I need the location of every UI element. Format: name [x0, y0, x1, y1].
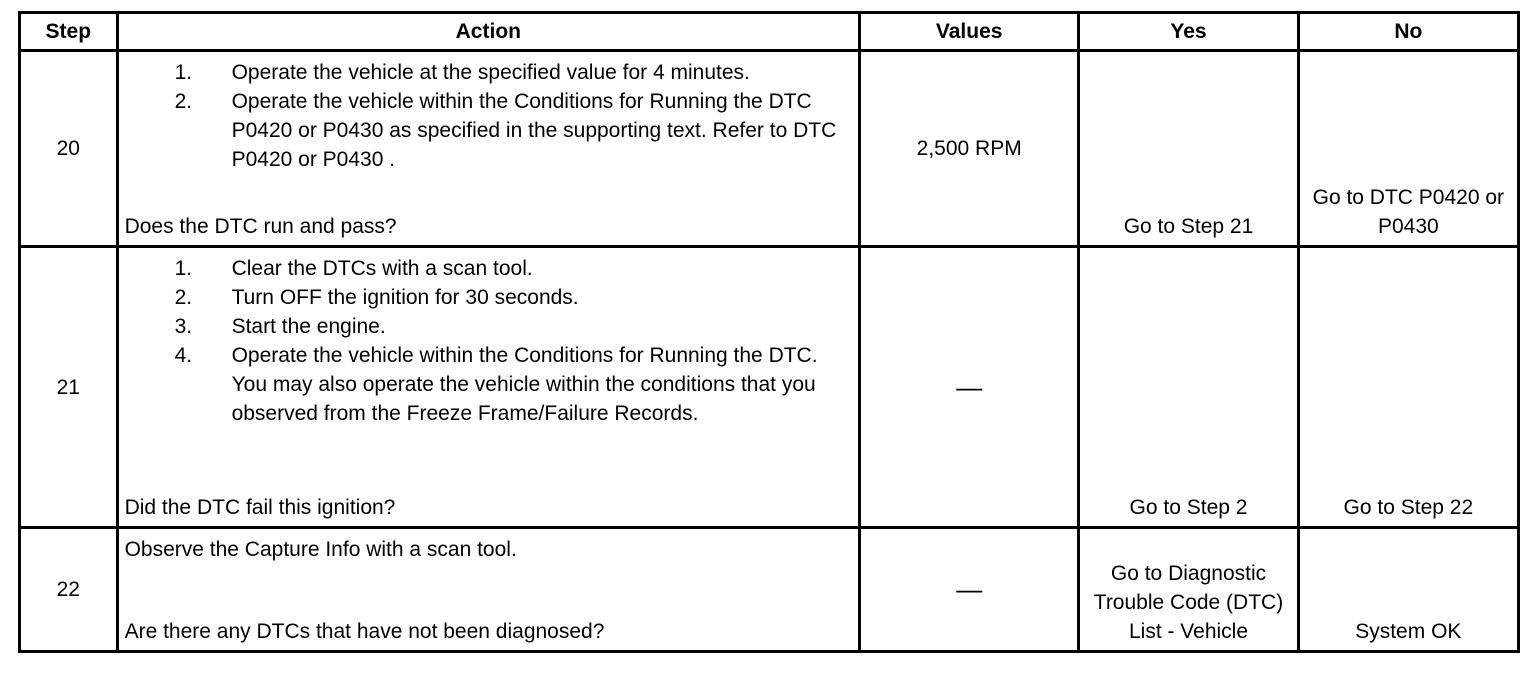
action-question: Does the DTC run and pass? — [124, 215, 397, 238]
action-steps-list — [125, 254, 852, 428]
action-cell — [117, 247, 859, 528]
value-cell: — — [860, 528, 1079, 652]
header-yes: Yes — [1079, 13, 1298, 51]
list-item-number: 2. — [174, 286, 193, 309]
list-item — [175, 312, 852, 341]
list-item-text: Clear the DTCs with a scan tool. — [231, 257, 533, 280]
yes-cell — [1079, 247, 1298, 528]
list-item — [175, 254, 852, 283]
no-cell — [1298, 51, 1518, 247]
header-step: Step — [20, 13, 118, 51]
no-link[interactable]: Go to DTC P0420 or P0430 — [1312, 186, 1505, 238]
value-cell: 2,500 RPM — [860, 51, 1079, 247]
no-link: System OK — [1355, 620, 1462, 643]
header-action: Action — [117, 13, 859, 51]
step-number: 21 — [20, 247, 118, 528]
list-item — [175, 87, 852, 174]
list-item — [175, 58, 852, 87]
action-steps-list — [125, 58, 852, 174]
action-question: Are there any DTCs that have not been diagnosed? — [124, 620, 605, 643]
list-item-text: Turn OFF the ignition for 30 seconds. — [231, 286, 579, 309]
list-item-number: 1. — [174, 61, 193, 84]
diagnostic-table — [18, 11, 1520, 653]
header-no: No — [1298, 13, 1518, 51]
value-cell: — — [860, 247, 1079, 528]
yes-link[interactable]: Go to Step 21 — [1123, 215, 1254, 238]
list-item-number: 2. — [174, 90, 193, 113]
header-row — [20, 13, 1519, 51]
list-item-text: Operate the vehicle within the Conditions for Running the DTC P0420 or P0430 as specified in the supporting text. Refer to DTC P0420 or P0430 . — [231, 90, 837, 171]
yes-cell — [1079, 528, 1298, 652]
step-number: 22 — [20, 528, 118, 652]
action-cell — [117, 528, 859, 652]
list-item-number: 1. — [174, 257, 193, 280]
step-number: 20 — [20, 51, 118, 247]
yes-link[interactable]: Go to Diagnostic Trouble Code (DTC) List - Vehicle — [1093, 562, 1284, 643]
no-link[interactable]: Go to Step 22 — [1343, 496, 1474, 519]
list-item — [175, 283, 852, 312]
list-item-text: Start the engine. — [231, 315, 386, 338]
table-row — [20, 247, 1519, 528]
list-item-number: 4. — [174, 344, 193, 367]
yes-link[interactable]: Go to Step 2 — [1129, 496, 1248, 519]
action-cell — [117, 51, 859, 247]
action-question: Did the DTC fail this ignition? — [124, 496, 396, 519]
table-row — [20, 51, 1519, 247]
list-item — [175, 341, 852, 428]
header-values: Values — [860, 13, 1079, 51]
list-item-text: Operate the vehicle within the Conditions for Running the DTC. You may also operate the vehicle within the conditions that you observed from the Freeze Frame/Failure Records. — [231, 344, 818, 425]
no-cell — [1298, 247, 1518, 528]
table-row — [20, 528, 1519, 652]
no-cell — [1298, 528, 1518, 652]
list-item-number: 3. — [174, 315, 193, 338]
action-text: Observe the Capture Info with a scan tool. — [124, 538, 517, 561]
list-item-text: Operate the vehicle at the specified value for 4 minutes. — [231, 61, 750, 84]
yes-cell — [1079, 51, 1298, 247]
